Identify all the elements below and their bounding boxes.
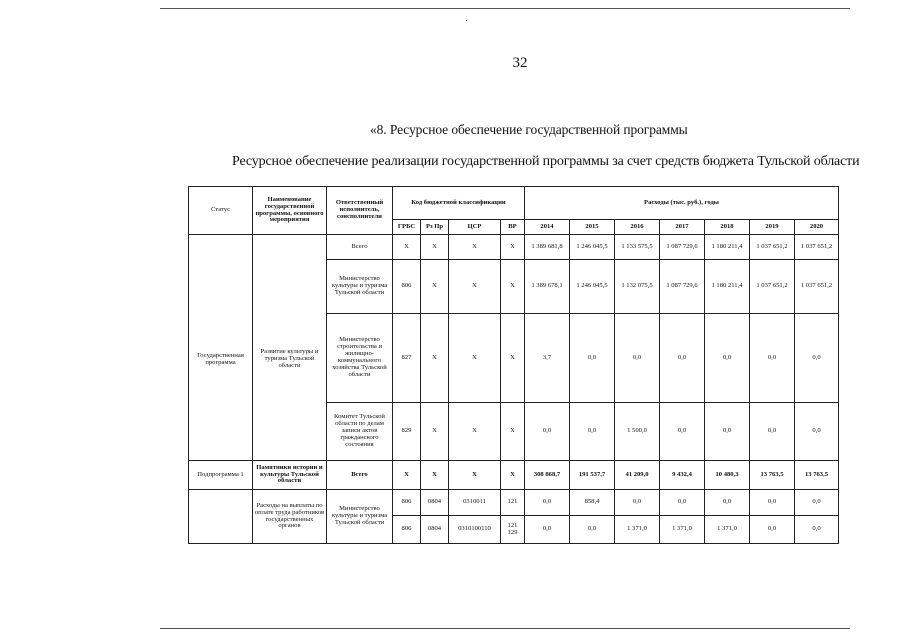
value-cell: 0,0 — [750, 490, 795, 516]
value-cell: 0,0 — [750, 403, 795, 461]
value-cell: 0,0 — [705, 490, 750, 516]
csr-cell: 0310100110 — [449, 516, 501, 544]
value-cell: 1 371,0 — [615, 516, 660, 544]
vr-cell: 121 129 — [501, 516, 525, 544]
grbs-cell: Х — [393, 461, 421, 490]
status-cell — [189, 235, 253, 260]
grbs-cell: 806 — [393, 516, 421, 544]
value-cell: 1 500,0 — [615, 403, 660, 461]
grbs-cell: 806 — [393, 490, 421, 516]
csr-cell: Х — [449, 235, 501, 260]
program-name: Развитие культуры и туризма Тульской области — [253, 260, 327, 461]
value-cell: 0,0 — [795, 403, 839, 461]
value-cell: 0,0 — [525, 516, 570, 544]
value-cell: 1 389 678,1 — [525, 260, 570, 314]
grbs-cell: 806 — [393, 260, 421, 314]
value-cell: 0,0 — [660, 490, 705, 516]
value-cell: 1 371,0 — [660, 516, 705, 544]
header-budget-code: Код бюджетной классификации — [393, 187, 525, 220]
value-cell: 1 371,0 — [705, 516, 750, 544]
header-name: Наименование государственной программы, основного мероприятия — [253, 187, 327, 235]
section-title: «8. Ресурсное обеспечение государственной программы — [370, 122, 688, 137]
executor-cell: Министерство культуры и туризма Тульской области — [327, 490, 393, 544]
vr-cell: Х — [501, 235, 525, 260]
value-cell: 0,0 — [615, 314, 660, 403]
vr-cell: Х — [501, 260, 525, 314]
grbs-cell: Х — [393, 235, 421, 260]
value-cell: 1 246 045,5 — [570, 235, 615, 260]
executor-cell: Всего — [327, 235, 393, 260]
value-cell: 10 480,3 — [705, 461, 750, 490]
vr-cell: Х — [501, 403, 525, 461]
table-row — [189, 490, 839, 516]
table-row — [189, 260, 839, 314]
rzpr-cell: Х — [421, 260, 449, 314]
grbs-cell: 827 — [393, 314, 421, 403]
executor-cell: Комитет Тульской области по делам записи актов гражданского состояния — [327, 403, 393, 461]
subprogram-row — [189, 461, 839, 490]
rzpr-cell: 0804 — [421, 490, 449, 516]
value-cell: 0,0 — [705, 314, 750, 403]
value-cell: 1 180 211,4 — [705, 235, 750, 260]
value-cell: 9 432,4 — [660, 461, 705, 490]
value-cell: 13 763,5 — [795, 461, 839, 490]
value-cell: 1 132 075,5 — [615, 260, 660, 314]
header-grbs: ГРБС — [393, 220, 421, 235]
executor-cell: Министерство культуры и туризма Тульской области — [327, 260, 393, 314]
value-cell: 1 037 651,2 — [750, 235, 795, 260]
status-cell — [189, 490, 253, 544]
rzpr-cell: 0804 — [421, 516, 449, 544]
value-cell: 0,0 — [795, 314, 839, 403]
value-cell: 0,0 — [570, 403, 615, 461]
csr-cell: Х — [449, 403, 501, 461]
header-year: 2014 — [525, 220, 570, 235]
rzpr-cell: Х — [421, 235, 449, 260]
value-cell: 41 209,0 — [615, 461, 660, 490]
value-cell: 0,0 — [570, 314, 615, 403]
bottom-rule — [160, 628, 850, 629]
value-cell: 0,0 — [750, 314, 795, 403]
value-cell: 1 133 575,5 — [615, 235, 660, 260]
rzpr-cell: Х — [421, 314, 449, 403]
header-status: Статус — [189, 187, 253, 235]
grbs-cell: 829 — [393, 403, 421, 461]
table-row — [189, 235, 839, 260]
header-year: 2016 — [615, 220, 660, 235]
header-csr: ЦСР — [449, 220, 501, 235]
csr-cell: Х — [449, 461, 501, 490]
vr-cell: Х — [501, 314, 525, 403]
value-cell: 1 037 651,2 — [795, 235, 839, 260]
value-cell: 0,0 — [615, 490, 660, 516]
header-year: 2015 — [570, 220, 615, 235]
header-vr: ВР — [501, 220, 525, 235]
page-number: 32 — [512, 55, 528, 71]
resource-table — [188, 186, 839, 544]
rzpr-cell: Х — [421, 461, 449, 490]
header-year: 2018 — [705, 220, 750, 235]
name-cell — [253, 235, 327, 260]
value-cell: 1 246 045,5 — [570, 260, 615, 314]
top-rule — [160, 8, 850, 9]
header-executor: Ответственный исполнитель, соисполнители — [327, 187, 393, 235]
value-cell: 858,4 — [570, 490, 615, 516]
value-cell: 13 763,5 — [750, 461, 795, 490]
value-cell: 191 537,7 — [570, 461, 615, 490]
value-cell: 0,0 — [525, 490, 570, 516]
csr-cell: Х — [449, 314, 501, 403]
header-year: 2017 — [660, 220, 705, 235]
value-cell: 1 037 651,2 — [795, 260, 839, 314]
csr-cell: 0310011 — [449, 490, 501, 516]
subprogram-name: Памятники истории и культуры Тульской области — [253, 461, 327, 490]
value-cell: 0,0 — [570, 516, 615, 544]
program-status: Государственная программа — [189, 260, 253, 461]
value-cell: 0,0 — [705, 403, 750, 461]
rzpr-cell: Х — [421, 403, 449, 461]
value-cell: 1 180 211,4 — [705, 260, 750, 314]
value-cell: 0,0 — [795, 490, 839, 516]
csr-cell: Х — [449, 260, 501, 314]
value-cell: 0,0 — [750, 516, 795, 544]
value-cell: 1 087 729,6 — [660, 260, 705, 314]
header-rzpr: Рз Пр — [421, 220, 449, 235]
value-cell: 1 087 729,6 — [660, 235, 705, 260]
vr-cell: 121 — [501, 490, 525, 516]
header-year: 2019 — [750, 220, 795, 235]
value-cell: 308 868,7 — [525, 461, 570, 490]
table-subtitle: Ресурсное обеспечение реализации государственной программы за счет средств бюджета Тульской области — [232, 154, 860, 169]
measure-name: Расходы на выплаты по оплате труда работников государственных органов — [253, 490, 327, 544]
value-cell: 0,0 — [660, 403, 705, 461]
subprogram-status: Подпрограмма 1 — [189, 461, 253, 490]
value-cell: 0,0 — [795, 516, 839, 544]
executor-cell: Всего — [327, 461, 393, 490]
value-cell: 3,7 — [525, 314, 570, 403]
vr-cell: Х — [501, 461, 525, 490]
value-cell: 0,0 — [660, 314, 705, 403]
value-cell: 1 389 681,8 — [525, 235, 570, 260]
header-year: 2020 — [795, 220, 839, 235]
value-cell: 0,0 — [525, 403, 570, 461]
value-cell: 1 037 651,2 — [750, 260, 795, 314]
executor-cell: Министерство строительства и жилищно-коммунального хозяйства Тульской области — [327, 314, 393, 403]
scan-dot — [466, 20, 467, 21]
header-expenses: Расходы (тыс. руб.), годы — [525, 187, 839, 220]
